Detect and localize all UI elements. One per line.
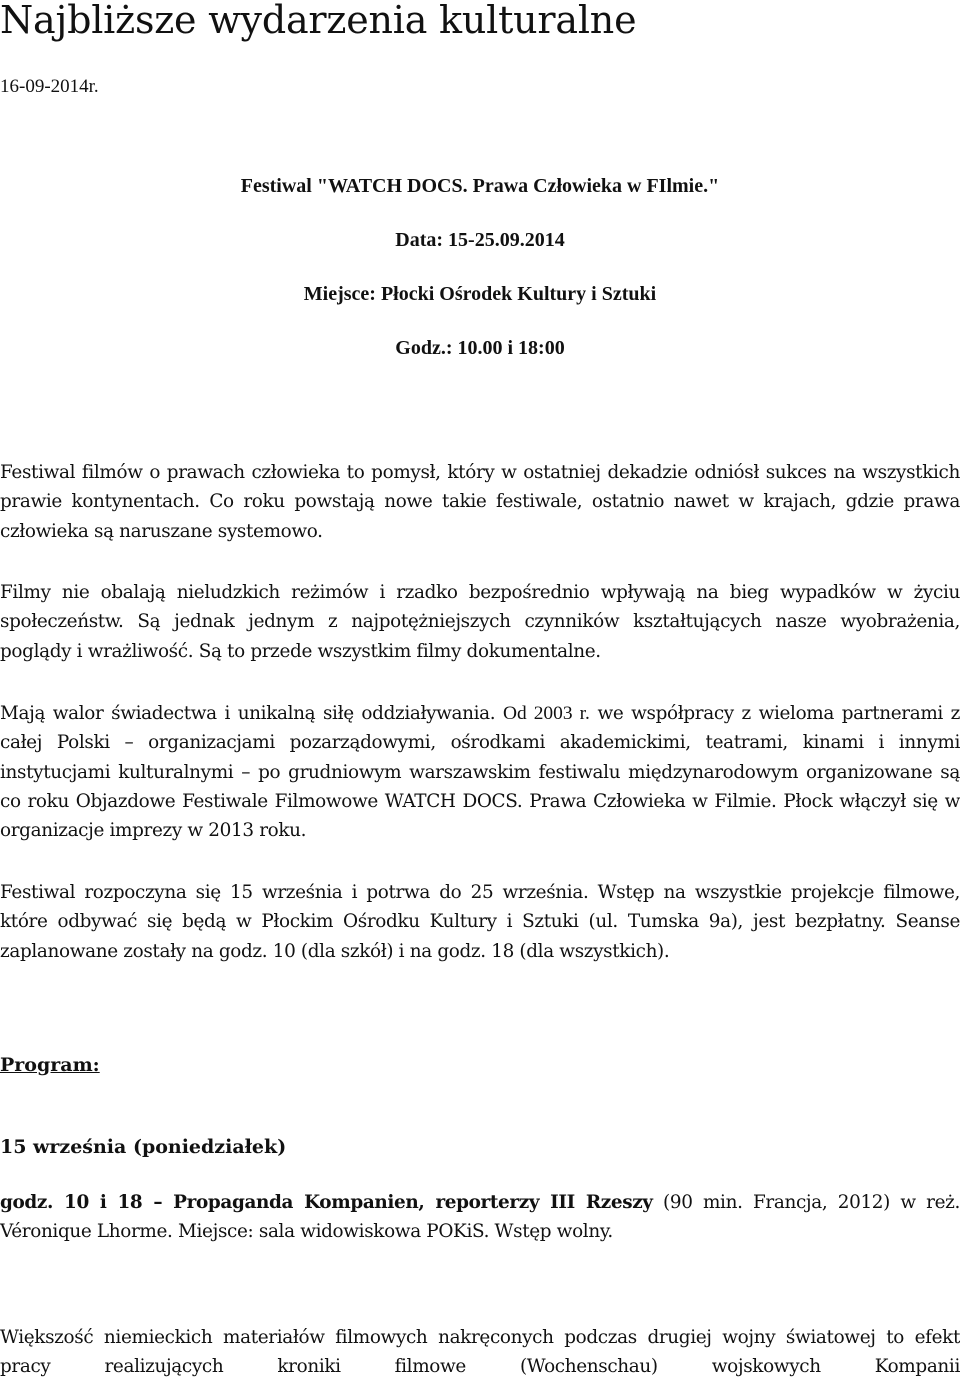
paragraph-films-text-2: Są jednak jednym z najpotężniejszych czynników kształtujących nasze wyobrażenia, poglądy i wrażliwość. <box>0 611 960 662</box>
paragraph-intro-text-2: Co roku powstają nowe takie festiwale, ostatnio nawet w krajach, gdzie prawa człowieka są naruszane systemowo. <box>0 491 960 542</box>
program-entry-title: godz. 10 i 18 – Propaganda Kompanien, reporterzy III Rzeszy <box>0 1192 653 1213</box>
event-name: Festiwal "WATCH DOCS. Prawa Człowieka w FIlmie." <box>240 175 720 197</box>
paragraph-schedule: Festiwal rozpoczyna się 15 września i potrwa do 25 września. Wstęp na wszystkie projekcje filmowe, które odbywać się będą w Płockim Ośrodku Kultury i Sztuki (ul. Tumska 9a), jest bezpłatny. Seanse zaplanowane zostały na godz. 10 (dla szkół) i na godz. 18 (dla wszystkich). <box>0 882 960 962</box>
page-title: Najbliższe wydarzenia kulturalne <box>0 0 637 42</box>
paragraph-films-text-3: Są to przede wszystkim filmy dokumentalne. <box>193 640 601 662</box>
program-description: Większość niemieckich materiałów filmowych nakręconych podczas drugiej wojny światowej to efekt pracy realizujących kroniki filmowe (Wochenschau) wojskowych Kompanii <box>0 1327 960 1378</box>
paragraph-intro <box>0 458 960 546</box>
event-hours: Godz.: 10.00 i 18:00 <box>395 337 565 359</box>
program-entry <box>0 1188 960 1247</box>
program-day: 15 września (poniedziałek) <box>0 1136 287 1158</box>
event-place: Miejsce: Płocki Ośrodek Kultury i Sztuki <box>303 283 657 305</box>
paragraph-intro-text-1: Festiwal filmów o prawach człowieka to pomysł, który w ostatniej dekadzie odniósł sukces na wszystkich prawie kontynentach. <box>0 462 960 513</box>
paragraph-films-text-1: Filmy nie obalają nieludzkich reżimów i rzadko bezpośrednio wpływają na bieg wypadków w życiu społeczeństw. <box>0 582 960 633</box>
paragraph-history <box>0 699 960 845</box>
paragraph-films <box>0 578 960 666</box>
program-entry-details: (90 min. Francja, 2012) w reż. Véronique Lhorme. Miejsce: sala widowiskowa POKiS. Wstęp wolny. <box>0 1192 960 1243</box>
paragraph-history-text-3: we współpracy z wieloma partnerami z całej Polski – organizacjami pozarządowymi, ośrodkami akademickimi, teatrami, kinami i innymi instytucjami kulturalnymi – po grudniowym warszawskim festiwalu międzynarodowym organizowane są co roku Objazdowe Festiwale Filmowowe WATCH DOCS. Prawa Człowieka w Filmie. Płock włączył się w organizacje imprezy w 2013 roku. <box>0 703 960 842</box>
program-heading: Program: <box>0 1054 100 1076</box>
paragraph-history-text-1: Mają walor świadectwa i unikalną siłę oddziaływania. <box>0 703 503 724</box>
paragraph-history-text-2: Od 2003 r. <box>502 703 590 724</box>
event-dates: Data: 15-25.09.2014 <box>395 229 565 251</box>
publish-date: 16-09-2014r. <box>0 76 99 97</box>
